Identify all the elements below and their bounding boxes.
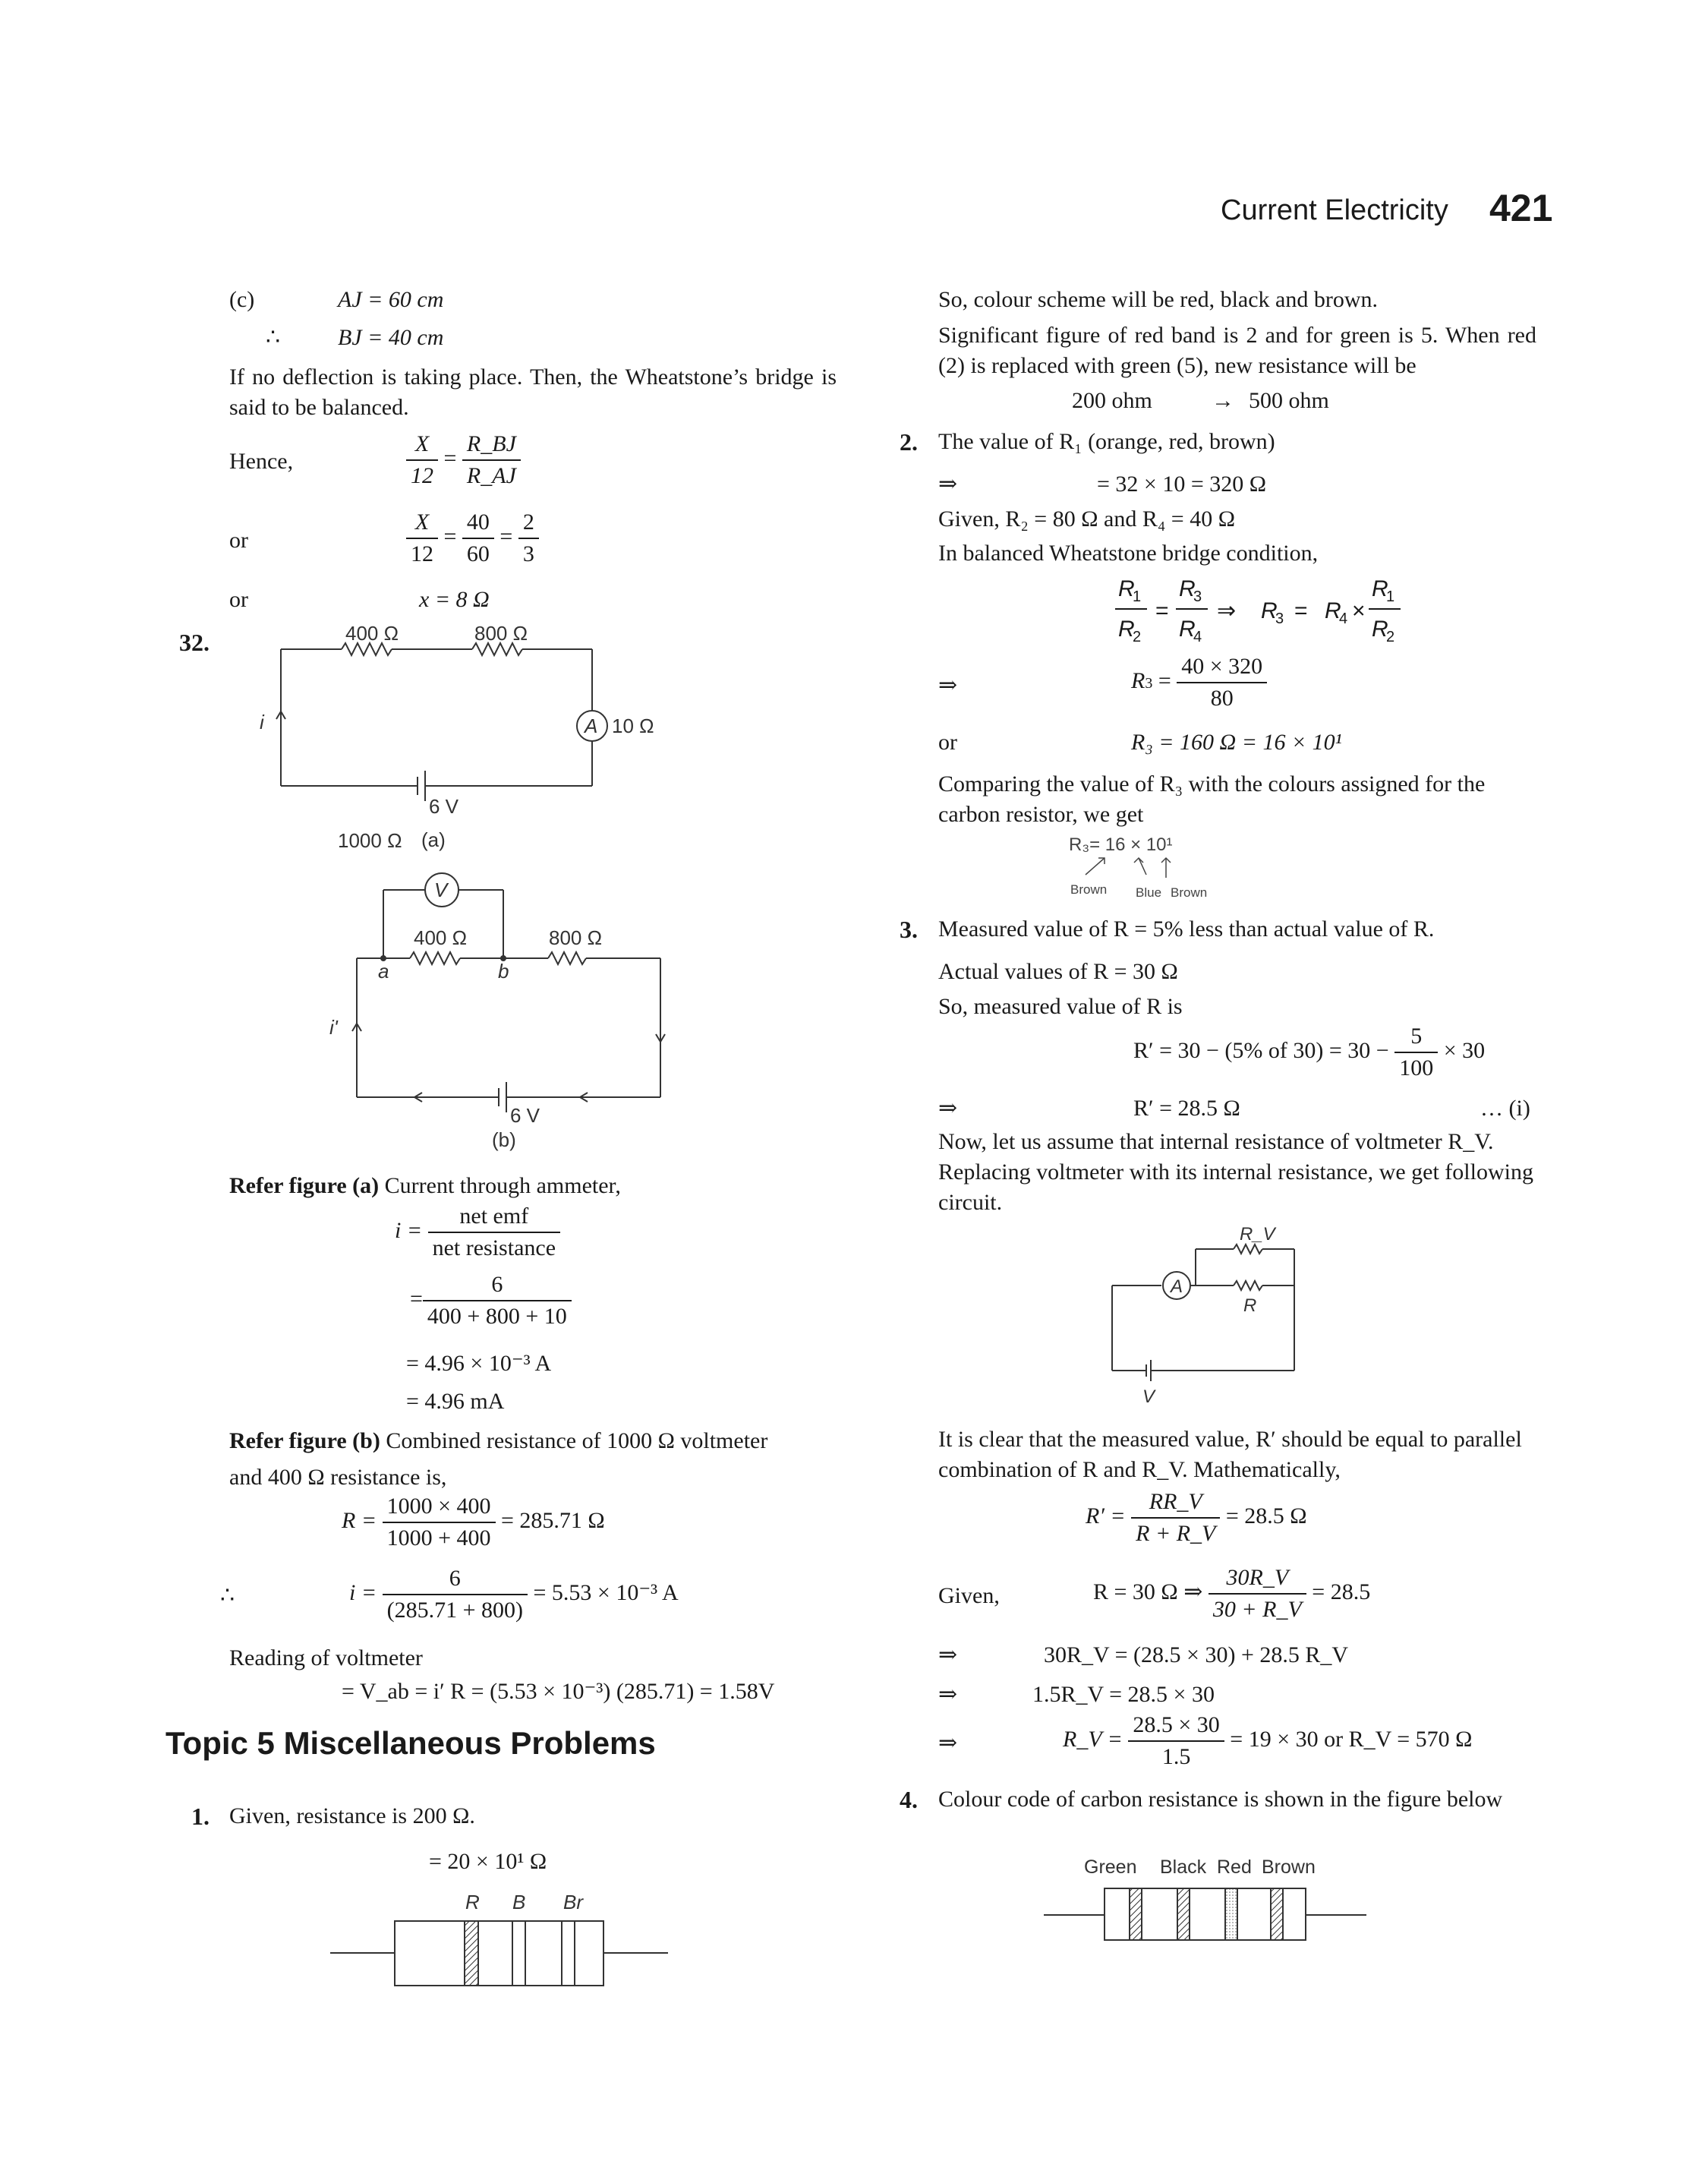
r-den: 1000 + 400 [386,1525,491,1550]
r3-formula: R3 = $\frac{40 \times 320}{80}$ [1131,651,1267,714]
svg-text:R: R [1372,576,1388,601]
colour-scheme-text: So, colour scheme will be red, black and brown. [938,287,1379,312]
part-c-label: (c) [229,287,255,312]
svg-text:4: 4 [1339,610,1348,627]
step-3 [1063,1710,1472,1772]
circuit-a-current-label: i [260,711,264,733]
svg-text:1: 1 [1133,588,1142,605]
circuit-3-r-label: R [1243,1295,1257,1316]
current-b-formula [349,1563,679,1626]
rp2-num: RR_V [1131,1487,1220,1519]
l3-result: = 19 × 30 or R_V = 570 Ω [1230,1726,1473,1752]
svg-text:4: 4 [1193,629,1202,645]
refer-b-text: Combined resistance of 1000 Ω voltmeter [386,1428,768,1453]
topic-heading: Topic 5 Miscellaneous Problems [165,1725,656,1761]
current-result-2: = 4.96 mA [406,1389,505,1414]
current-result-1: = 4.96 × 10⁻³ A [406,1351,552,1376]
internal-resistance-text: Now, let us assume that internal resistance of voltmeter R_V. Replacing voltmeter with its internal resistance, we get following circuit. [938,1129,1533,1215]
circuit-b-battery-label: 6 V [510,1104,540,1127]
r-result: = 285.71 Ω [501,1507,605,1533]
or-label-1: or [229,528,248,553]
resistor-1-diagram [326,1883,676,1993]
question-1-text: Given, resistance is 200 Ω. [229,1803,475,1828]
eq2-n2: 40 [462,507,494,539]
bridge-ratio-equation [1112,569,1416,653]
r3-colour-brown-2: Brown [1171,885,1208,900]
six-num: 6 [423,1270,572,1301]
resistor-4-diagram [1040,1845,1382,1951]
eq2-n1: X [406,507,438,539]
rp2-den: R + R_V [1136,1521,1216,1546]
circuit-3-ammeter: A [1171,1276,1183,1297]
i2-eq: i = [349,1579,377,1605]
implies-4: ⇒ [938,1642,958,1667]
circuit-b-current-label: i' [329,1016,338,1039]
circuit-b-r1-label: 400 Ω [414,926,468,949]
measured-value-text: So, measured value of R is [938,994,1183,1019]
voltmeter-symbol: V [434,879,448,901]
balance-equation: $\frac{X}{12}$ = $\frac{R\_BJ}{R\_AJ}$ [406,429,521,491]
eq1-rhs-num: R_BJ [462,429,521,461]
svg-text:2: 2 [1133,629,1142,645]
therefore-symbol-2: ∴ [220,1583,235,1608]
r3-value: R₃ = 160 Ω = 16 × 10¹ [1131,730,1342,755]
net-emf: net emf [428,1201,560,1233]
combined-resistance [342,1491,605,1554]
circuit-3-v-label: V [1142,1386,1155,1407]
net-resistance: net resistance [432,1235,556,1260]
refer-a-bold: Refer figure (a) [229,1173,380,1198]
hence-label: Hence, [229,449,294,474]
svg-text:×: × [1352,598,1366,623]
svg-text:1: 1 [1386,588,1395,605]
parallel-text: It is clear that the measured value, R′ should be equal to parallel combination of R and R_V. Mathematically, [938,1427,1522,1482]
svg-text:⇒: ⇒ [1217,598,1237,623]
r3-colour-blue: Blue [1136,885,1162,900]
step-2: 1.5R_V = 28.5 × 30 [1032,1682,1215,1707]
refer-b-text2: and 400 Ω resistance is, [229,1465,447,1490]
r-prime-equation [1133,1021,1485,1084]
question-2-text: The value of R₁ (orange, red, brown) [938,429,1275,454]
sum-den: 400 + 800 + 10 [427,1304,567,1329]
svg-text:R: R [1325,598,1341,623]
implies-6: ⇒ [938,1730,958,1756]
ammeter-resistance-label: 10 Ω [612,715,654,737]
question-1-number: 1. [191,1803,210,1830]
ohm-arrow: → [1212,388,1234,413]
eq2-d2: 60 [466,541,490,566]
ohm-to: 500 ohm [1249,388,1329,413]
svg-text:R: R [1179,576,1196,601]
x-result: x = 8 Ω [419,587,490,612]
r-num: 1000 × 400 [383,1491,496,1523]
sig-fig-text: Significant figure of red band is 2 and for green is 5. When red (2) is replaced with green (5), new resistance will be [938,323,1536,378]
rp2-lhs: R′ = [1086,1503,1126,1528]
g-result: = 28.5 [1312,1579,1371,1604]
resistor-4-label-brown: Brown [1262,1856,1316,1878]
circuit-a-battery-label: 6 V [429,795,459,818]
i-eq: i = [395,1217,423,1243]
ratio-equation: $\frac{X}{12}$ = $\frac{40}{60}$ = $\frac{2}{3}$ [406,507,539,569]
eq2-d1: 12 [411,541,433,566]
svg-text:R: R [1118,617,1135,642]
circuit-b-diagram [319,866,698,1154]
eq1-rhs-den: R_AJ [466,463,516,488]
circuit-b-caption: (b) [492,1128,516,1151]
r3-colour-brown-1: Brown [1070,882,1108,897]
question-4-text: Colour code of carbon resistance is shown in the figure below [938,1787,1503,1812]
question-4-number: 4. [900,1786,918,1813]
balanced-text: If no deflection is taking place. Then, the Wheatstone’s bridge is said to be balanced. [229,364,837,420]
r3-den: 80 [1210,686,1234,711]
circuit-a-r2-label: 800 Ω [474,622,528,645]
given-r2: Given, R₂ = 80 Ω and R₄ = 40 Ω [938,506,1235,532]
or-label-right: or [938,730,957,755]
refer-a-text: Current through ammeter, [384,1173,621,1198]
r-eq: R = [342,1507,377,1533]
therefore-symbol: ∴ [266,325,281,350]
refer-b-line [229,1426,767,1456]
question-32-number: 32. [179,629,210,656]
r3-code-label: R₃= 16 × 10¹ [1069,834,1173,855]
equation-i-tag: … (i) [1480,1096,1530,1121]
resistor-4-label-green: Green [1084,1856,1137,1878]
question-1-equation: = 20 × 10¹ Ω [429,1849,547,1874]
r3-num: 40 × 320 [1177,651,1267,683]
svg-text:R: R [1179,617,1196,642]
given-eq: R = 30 Ω ⇒ [1093,1579,1203,1604]
svg-text:R: R [1118,576,1135,601]
step-1: 30R_V = (28.5 × 30) + 28.5 R_V [1044,1642,1349,1667]
node-b-label: b [498,960,509,983]
question-3-text: Measured value of R = 5% less than actual value of R. [938,916,1435,942]
current-formula [395,1201,560,1263]
refer-b-bold: Refer figure (b) [229,1428,380,1453]
aj-equation: AJ = 60 cm [338,287,444,312]
given-label: Given, [938,1583,1000,1608]
vab-equation: = V_ab = i′ R = (5.53 × 10⁻³) (285.71) = 1.58V [342,1679,775,1704]
l3-den: 1.5 [1161,1744,1191,1769]
rp2-result: = 28.5 Ω [1225,1503,1307,1528]
implies-1: ⇒ [938,472,958,497]
or-label-2: or [229,587,248,612]
node-a-label: a [378,960,389,983]
i2-num: 6 [383,1563,528,1595]
circuit-a-diagram [260,619,698,854]
svg-text:3: 3 [1275,610,1284,627]
current-substitution: = $\frac{6}{400 + 800 + 10}$ [410,1270,572,1332]
svg-text:R: R [1261,598,1278,623]
svg-text:R: R [1372,617,1388,642]
eq2-d3: 3 [522,541,534,566]
svg-text:=: = [1155,598,1169,623]
l3-num: 28.5 × 30 [1128,1710,1224,1742]
svg-text:=: = [1294,598,1308,623]
svg-text:2: 2 [1386,629,1395,645]
circuit-a-r1-label: 400 Ω [345,622,399,645]
resistor-1-label-br: Br [563,1891,583,1913]
g-den: 30 + R_V [1212,1597,1302,1622]
resistor-4-label-black: Black [1160,1856,1207,1878]
resistor-1-label-b: B [512,1891,526,1913]
question-3-number: 3. [900,916,918,943]
eq1-lhs-den: 12 [411,463,433,488]
resistor-4-label-red: Red [1217,1856,1252,1878]
question-2-number: 2. [900,428,918,456]
implies-5: ⇒ [938,1682,958,1707]
given-equation [1093,1563,1370,1625]
implies-2: ⇒ [938,673,958,698]
circuit-b-r2-label: 800 Ω [549,926,603,949]
rp-times: × 30 [1443,1037,1486,1063]
page-number: 421 [1489,187,1553,229]
parallel-equation [1086,1487,1307,1549]
circuit-a-caption: (a) [421,828,446,851]
g-num: 30R_V [1209,1563,1306,1595]
svg-text:3: 3 [1193,588,1202,605]
r1-value: = 32 × 10 = 320 Ω [1097,472,1267,497]
rp-eq: R′ = 30 − (5% of 30) = 30 − [1133,1037,1389,1063]
eq1-lhs-num: X [406,429,438,461]
ohm-from: 200 ohm [1072,388,1152,413]
header-title: Current Electricity [1221,194,1448,226]
ammeter-symbol: A [585,715,598,737]
voltmeter-resistance-label: 1000 Ω [338,829,402,852]
bj-equation: BJ = 40 cm [338,325,444,350]
r-prime-value: R′ = 28.5 Ω [1133,1096,1240,1121]
actual-value: Actual values of R = 30 Ω [938,959,1178,984]
eq2-n3: 2 [518,507,539,539]
comparing-text: Comparing the value of R₃ with the colours assigned for the carbon resistor, we get [938,771,1486,827]
voltmeter-circuit-diagram [1105,1219,1317,1416]
rp-frac-num: 5 [1394,1021,1438,1053]
refer-a-line [229,1171,621,1201]
reading-voltmeter: Reading of voltmeter [229,1645,423,1670]
i2-den: (285.71 + 800) [386,1598,523,1623]
l3-lhs: R_V = [1063,1726,1123,1752]
i2-result: = 5.53 × 10⁻³ A [533,1579,679,1605]
circuit-3-rv-label: R_V [1240,1224,1275,1244]
balanced-condition: In balanced Wheatstone bridge condition, [938,541,1319,566]
rp-frac-den: 100 [1399,1055,1434,1080]
resistor-1-label-r: R [465,1891,480,1913]
r3-colour-code [1063,829,1215,905]
implies-3: ⇒ [938,1096,958,1121]
